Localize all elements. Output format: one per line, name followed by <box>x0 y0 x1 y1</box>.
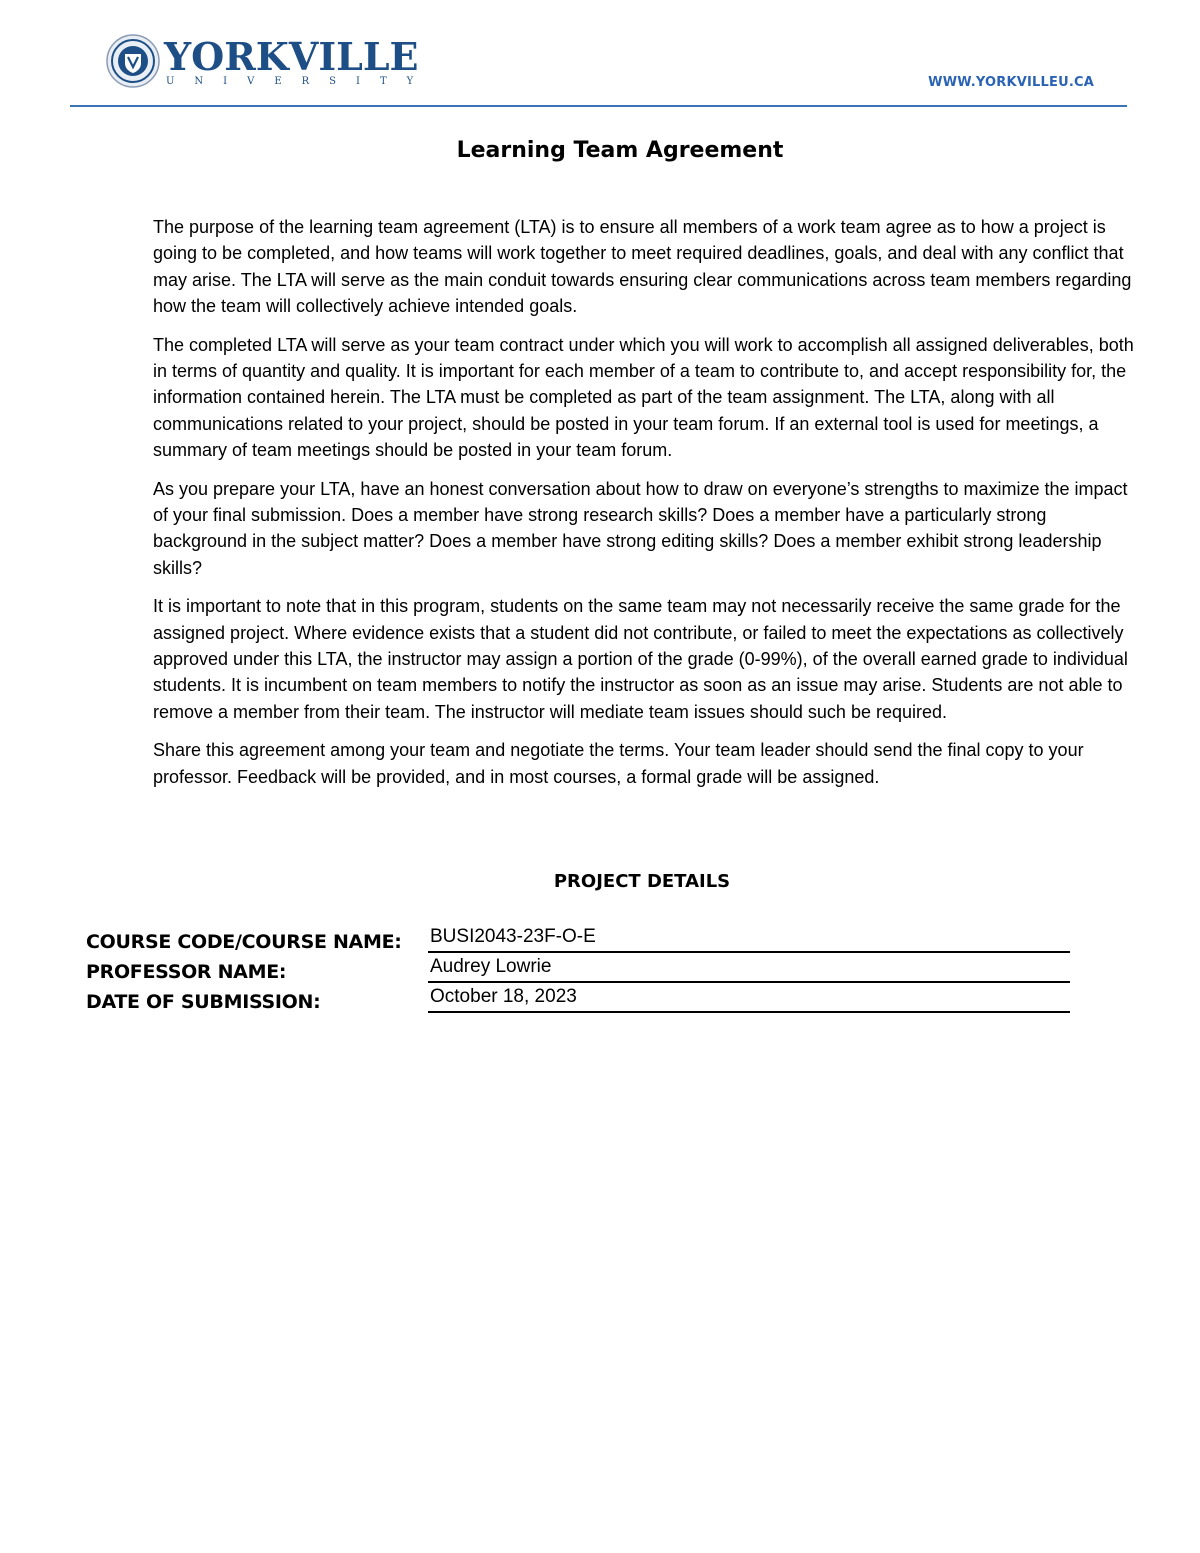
project-details-heading: PROJECT DETAILS <box>553 871 731 892</box>
professor-field[interactable]: Audrey Lowrie <box>428 954 1070 983</box>
logo-subtitle: UNIVERSITY <box>166 76 434 87</box>
logo-name: YORKVILLE <box>164 34 419 79</box>
website-link[interactable]: WWW.YORKVILLEU.CA <box>928 75 1094 90</box>
professor-label: PROFESSOR NAME: <box>86 961 287 983</box>
course-field[interactable]: BUSI2043-23F-O-E <box>428 924 1070 953</box>
paragraph: As you prepare your LTA, have an honest conversation about how to draw on everyone’s strengths to maximize the impact of your final submission. Does a member have strong research skills? Does a member have a particularly strong background in the subject matter? Does a member have strong editing skills? Does a member exhibit strong leadership skills? <box>153 478 1128 578</box>
project-details-form <box>86 924 1076 1014</box>
paragraph: Share this agreement among your team and negotiate the terms. Your team leader should send the final copy to your professor. Feedback will be provided, and in most courses, a formal grade will be assigned. <box>153 740 1084 787</box>
course-label: COURSE CODE/COURSE NAME: <box>86 931 402 953</box>
yorkville-logo <box>106 34 434 94</box>
university-seal-icon <box>106 34 160 88</box>
date-field[interactable]: October 18, 2023 <box>428 984 1070 1013</box>
detail-row-professor <box>86 954 1076 984</box>
header-divider <box>70 105 1127 107</box>
paragraph: The completed LTA will serve as your team contract under which you will work to accomplish all assigned deliverables, both in terms of quantity and quality. It is important for each member of a team to contribute to, and accept responsibility for, the information contained herein. The LTA must be completed as part of the team assignment. The LTA, along with all communications related to your project, should be posted in your team forum. If an external tool is used for meetings, a summary of team meetings should be posted in your team forum. <box>153 334 1134 460</box>
date-label: DATE OF SUBMISSION: <box>86 991 321 1013</box>
paragraph: It is important to note that in this program, students on the same team may not necessarily receive the same grade for the assigned project. Where evidence exists that a student did not contribute, or failed to meet the expectations as collectively approved under this LTA, the instructor may assign a portion of the grade (0-99%), of the overall earned grade to individual students. It is incumbent on team members to notify the instructor as soon as an issue may arise. Students are not able to remove a member from their team. The instructor will mediate team issues should such be required. <box>153 596 1128 722</box>
body-text <box>153 214 1139 802</box>
document-title: Learning Team Agreement <box>456 138 784 163</box>
paragraph: The purpose of the learning team agreement (LTA) is to ensure all members of a work team agree as to how a project is going to be completed, and how teams will work together to meet required deadlines, goals, and deal with any conflict that may arise. The LTA will serve as the main conduit towards ensuring clear communications across team members regarding how the team will collectively achieve intended goals. <box>153 217 1132 316</box>
page-header <box>0 0 1200 110</box>
detail-row-course <box>86 924 1076 954</box>
detail-row-date <box>86 984 1076 1014</box>
